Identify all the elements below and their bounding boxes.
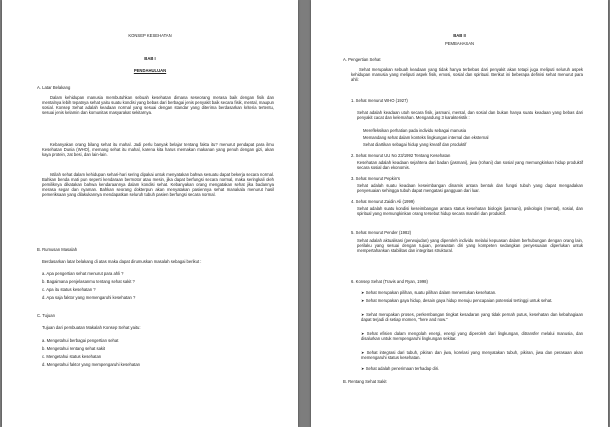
document-page-2 — [311, 0, 608, 427]
paragraph: Tujuan dari pembuatan Makalah Konsep Sehat yaitu: — [42, 325, 141, 330]
section-heading: B. Rentang Sehat Sakit — [343, 379, 387, 384]
document-page-1 — [2, 0, 298, 427]
bullet-item: ➤ Sehat integrasi dari tubuh, pikiran dan jiwa, korelasi yang menyatakan tubuh, pikiran, jiwa dan perasaan akan memengaruhi status kesehatan. — [361, 350, 583, 360]
document-title: KONSEP KESEHATAN — [128, 33, 172, 38]
bullet-item: ➤ Sehat adalah penerimaan terhadap diri. — [361, 366, 440, 371]
chapter-number: BAB I — [144, 56, 156, 61]
bullet-icon: ➤ — [361, 366, 366, 371]
list-item: a. Apa pengertian sehat menurut para ahli ? — [42, 271, 124, 276]
paragraph: Sehat adalah suatu keadaan keseimbangan dinamis antara bentuk dan fungsi tubuh yang dapat mengadakan penyesuaian sehingga tubuh dapat mengatasi gangguan dari luar. — [357, 183, 583, 193]
bullet-icon: ➤ — [361, 290, 366, 295]
bullet-icon: ➤ — [361, 298, 366, 303]
paragraph: Istilah sehat dalam kehidupan sehari-hari sering dipakai untuk menyatakan bahwa sesuatu dapat bekerja secara normal. Bahkan benda mati pun seperti kendaraan bermotor atau mesin, jika dapat berfungsi secara normal, maka seringkali oleh pemiliknya dikatakan bahwa kendaraannya dalam kondisi sehat. Kebanyakan orang mengatakan sehat jika badannya merasa segar dan nyaman. Bahkan seorang dokterpun akan menyatakan pasiennya sehat manakala menurut hasil pemeriksaan yang dilakukannya mendapatkan seluruh tubuh pasien berfungsi secara normal. — [42, 172, 274, 197]
list-item: b. Bagaimana penjelasanmu tentang sehat sakit ? — [42, 279, 135, 284]
list-item: c. Mengetahui status kesehatan — [42, 354, 102, 359]
list-heading: 3. Sehat menurut Pepkin's — [351, 176, 400, 181]
list-item: d. Mengetahui faktor yang mempengaruhi kesehatan — [42, 362, 141, 367]
chapter-number: BAB II — [453, 33, 466, 38]
bullet-item: Merefleksikan perhatian pada individu sebagai manusia — [363, 128, 467, 133]
paragraph: Sehat adalah suatu kondisi keseimbangan antara status kesehatan biologis (jasmani), psikologis (mental), sosial, dan spiritual yang memungkinkan orang tersebut hidup secara mandiri dan produktif. — [357, 206, 583, 216]
paragraph: Dalam kehidupan manusia membutuhkan sebuah kesehatan dimana seseorang merasa baik dengan fisik dan mentalnya lebih tepatnya sehat yaitu suatu kondisi yang bebas dari berbagai jenis penyakit baik secara fisik, mental, maupun sosial. Konsep Sehat adalah keadaan normal yang sesuai dengan standar yang diterima berdasarkan kriteria tertentu, sesuai jenis kelamin dan komunitas masyarakat sekitarnya. — [42, 95, 274, 115]
list-heading: 5. Sehat menurut Pender (1982) — [351, 230, 412, 235]
bullet-item: ➤ Sehat merupakan gaya hidup, desain gaya hidup menuju pencapaian potensial tertinggi untuk sehat. — [361, 298, 553, 303]
list-heading: 6. Konsep Sehat (Travis and Ryan, 1998) — [351, 279, 428, 284]
bullet-icon: ➤ — [361, 331, 367, 336]
bullet-item: ➤ Sehat efisien dalam mengolah energi, energi yang diperoleh dari lingkungan, ditransfer melalui manusia, dan disalurkan untuk mempengaruhi lingkungan sekitar. — [361, 331, 583, 341]
bullet-item: Memandang sehat dalam konteks lingkungan internal dan eksternal — [363, 135, 489, 140]
chapter-title: PENDAHULUAN — [133, 68, 167, 73]
bullet-item: Sehat diartikan sebagai hidup yang kreatif dan produktif — [363, 142, 467, 147]
list-heading: 1. Sehat menurut WHO (1927) — [351, 98, 408, 103]
paragraph: Berdasarkan latar belakang di atas maka dapat dirumuskan masalah sebagai berikut : — [42, 259, 202, 264]
paragraph: Sehat adalah keadaan utuh secara fisik, jasmani, mental, dan sosial dan bukan hanya suatu keadaan yang bebas dari penyakit cacat dan kelemahan. Mengandung 3 karakteristik : — [357, 110, 583, 120]
list-item: b. Mengetahui rentang sehat sakit — [42, 346, 106, 351]
bullet-icon: ➤ — [361, 312, 367, 317]
paragraph: Kebanyakan orang bilang sehat itu mahal. Jadi perlu banyak belajar tentang fakta itu? menurut pendapat para ilmu Kesehatan Dunia (WHO), memang sehat itu mahal, karena kita harus memakan makanan yang penuh dengan gizi, akan kaya protein, zat besi, dan lain-lain. — [42, 142, 274, 157]
paragraph: Sehat adalah aktualisasi (perwujudan) yang diperoleh individu melalui kepuasan dalam berhubungan dengan orang lain, perilaku yang sesuai dengan tujuan, perawatan diri yang kompeten sedangkan penyesuaian diperlukan untuk mempertahankan stabilitas dan integritas struktural. — [357, 238, 583, 253]
chapter-title: PEMBAHASAN — [444, 41, 475, 46]
paragraph: Kesehatan adalah keadaan sejahtera dari badan (jasmani), jiwa (rohani) dan sosial yang memungkinkan hidup produktif secara sosial dan ekonomis. — [357, 160, 583, 170]
section-heading: A. Latar Belakang — [37, 85, 71, 90]
section-heading: A. Pengertian Sehat — [343, 57, 381, 62]
list-heading: 2. Sehat menurut UU No 23/1992 Tentang Kesehatan — [351, 153, 451, 158]
list-heading: 4. Sehat menurut Zaidin Ali (1999) — [351, 199, 415, 204]
bullet-item: ➤ Sehat merupakan proses, perkembangan tingkat kesadaran yang tidak pernah putus, kesehatan dan kebahagiaan dapat terjadi di setiap momen, "here and now." — [361, 312, 583, 322]
bullet-icon: ➤ — [361, 350, 367, 355]
list-item: c. Apa itu status kesehatan ? — [42, 287, 96, 292]
paragraph: Sehat merupakan sebuah keadaan yang tidak hanya terbebas dari penyakit akan tetapi juga meliputi seluruh aspek kehidupan manusia yang meliputi aspek fisik, emosi, sosial dan spiritual. Berikut ini beberapa definisi sehat menurut para ahli: — [351, 67, 583, 82]
list-item: a. Mengetahui berbagai pengertian sehat — [42, 338, 119, 343]
section-heading: B. Rumusan Masalah — [37, 247, 78, 252]
section-heading: C. Tujuan — [37, 313, 55, 318]
list-item: d. Apa saja faktor yang memengaruhi kesehatan ? — [42, 295, 136, 300]
bullet-item: ➤ Sehat merupakan pilihan, suatu pilihan dalam menentukan kesehatan. — [361, 290, 497, 295]
